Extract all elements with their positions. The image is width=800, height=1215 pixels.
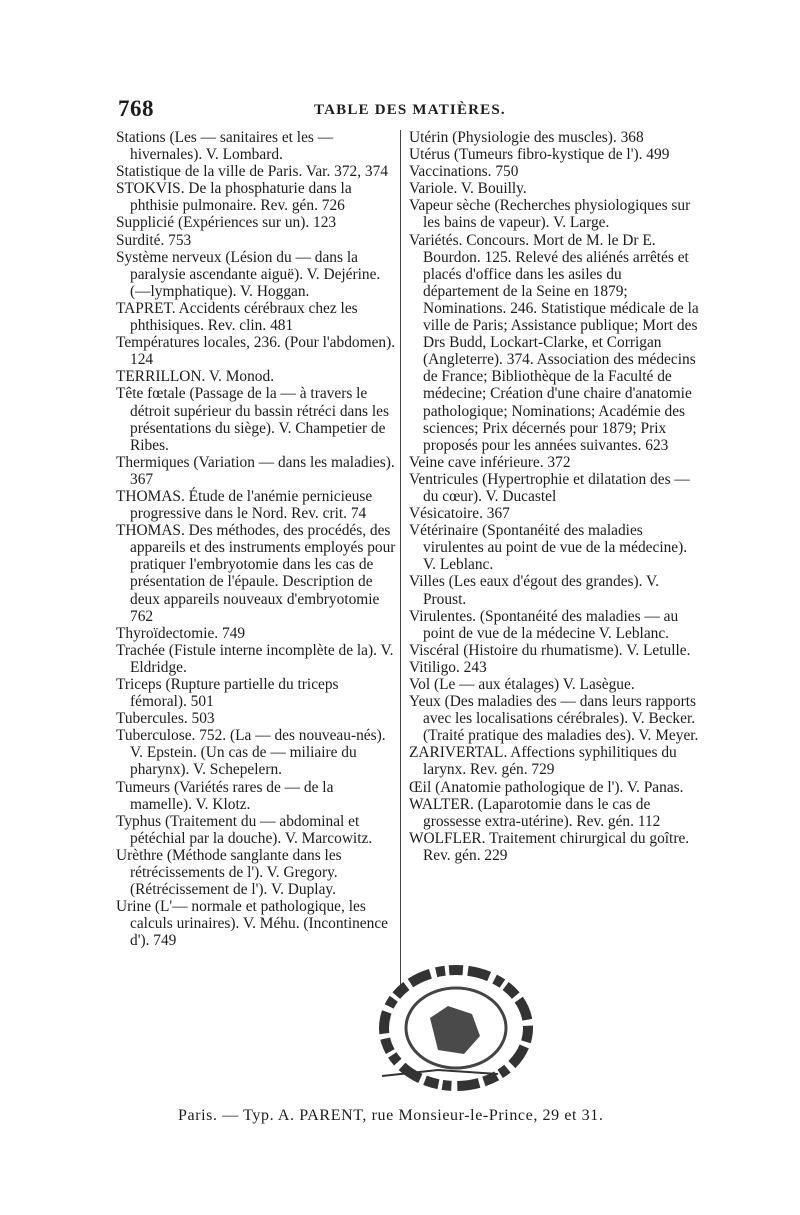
- index-entry: Système nerveux (Lésion du — dans la paralysie ascendante aiguë). V. Dejérine. (—lymphatique). V. Hoggan.: [116, 248, 385, 300]
- index-entry: Vaccinations. 750: [409, 163, 519, 181]
- page-header: [118, 96, 698, 128]
- index-entry: Variole. V. Bouilly.: [409, 180, 527, 198]
- printer-imprint: Paris. — Typ. A. PARENT, rue Monsieur-le-Prince, 29 et 31.: [178, 1107, 604, 1124]
- index-entry: Stations (Les — sanitaires et les — hivernales). V. Lombard.: [116, 129, 337, 164]
- index-entry: Viscéral (Histoire du rhumatisme). V. Letulle.: [409, 641, 691, 659]
- index-entry: TERRILLON. V. Monod.: [116, 368, 275, 386]
- index-entry: Vésicatoire. 367: [409, 505, 510, 523]
- index-entry: Yeux (Des maladies des — dans leurs rapports avec les localisations cérébrales). V. Becker. (Traité pratique des maladies des). V. Meyer.: [409, 693, 700, 745]
- library-stamp: [368, 958, 538, 1098]
- index-entry: Typhus (Traitement du — abdominal et pétéchial par la douche). V. Marcowitz.: [116, 812, 373, 847]
- index-entry: Variétés. Concours. Mort de M. le Dr E. Bourdon. 125. Relevé des aliénés arrêtés et placés d'office dans les asiles du département de la Seine en 1879; Nominations. 246. Statistique médicale de la ville de Paris; Assistance publique; Mort des Drs Budd, Lockart-Clarke, et Corrigan (Angleterre). 374. Association des médecins de France; Bibliothèque de la Faculté de médecine; Création d'une chaire d'anatomie pathologique; Nominations; Académie des sciences; Prix décernés pour 1879; Prix proposés pour les années suivantes. 623: [409, 231, 703, 454]
- index-entry: Tête fœtale (Passage de la — à travers le détroit supérieur du bassin rétréci dans les présentations du siège). V. Champetier de Ribes.: [116, 385, 393, 454]
- index-column-right: [409, 129, 703, 864]
- index-column-left: [116, 129, 398, 950]
- index-entry: WALTER. (Laparotomie dans le cas de grossesse extra-utérine). Rev. gén. 112: [409, 795, 661, 830]
- column-divider: [400, 130, 401, 990]
- index-entry: Thermiques (Variation — dans les maladies). 367: [116, 453, 399, 488]
- index-entry: Vapeur sèche (Recherches physiologiques sur les bains de vapeur). V. Large.: [409, 197, 695, 232]
- index-entry: Tumeurs (Variétés rares de — de la mamelle). V. Klotz.: [116, 778, 338, 813]
- index-entry: Vétérinaire (Spontanéité des maladies virulentes au point de vue de la médecine). V. Leblanc.: [409, 522, 691, 574]
- index-entry: ZARIVERTAL. Affections syphilitiques du larynx. Rev. gén. 729: [409, 744, 681, 779]
- index-entry: Tubercules. 503: [116, 710, 215, 728]
- index-entry: Veine cave inférieure. 372: [409, 453, 571, 471]
- index-entry: Supplicié (Expériences sur un). 123: [116, 214, 337, 232]
- index-entry: Thyroïdectomie. 749: [116, 624, 246, 642]
- index-entry: Urèthre (Méthode sanglante dans les rétrécissements de l'). V. Gregory. (Rétrécissement de l'). V. Duplay.: [116, 846, 346, 899]
- index-entry: THOMAS. Des méthodes, des procédés, des appareils et des instruments employés pour pratiquer l'embryotomie dans les cas de présentation de l'épaule. Description de deux appareils nouveaux d'embryotomie 762: [116, 522, 400, 625]
- index-entry: STOKVIS. De la phosphaturie dans la phthisie pulmonaire. Rev. gén. 726: [116, 180, 356, 215]
- index-entry: Virulentes. (Spontanéité des maladies — au point de vue de la médecine V. Leblanc.: [409, 607, 683, 642]
- page-number: 768: [118, 96, 154, 121]
- index-entry: Urine (L'— normale et pathologique, les calculs urinaires). V. Méhu. (Incontinence d'). 749: [116, 898, 392, 950]
- index-entry: Vitiligo. 243: [409, 658, 487, 676]
- index-entry: Triceps (Rupture partielle du triceps fémoral). 501: [116, 676, 343, 711]
- index-entry: THOMAS. Étude de l'anémie pernicieuse progressive dans le Nord. Rev. crit. 74: [116, 487, 377, 523]
- index-entry: Surdité. 753: [116, 231, 192, 249]
- index-entry: Utérus (Tumeurs fibro-kystique de l'). 499: [409, 146, 670, 164]
- index-entry: Utérin (Physiologie des muscles). 368: [409, 129, 644, 146]
- index-entry: WOLFLER. Traitement chirurgical du goître. Rev. gén. 229: [409, 829, 693, 864]
- index-entry: Villes (Les eaux d'égout des grandes). V. Proust.: [409, 573, 663, 608]
- index-entry: Ventricules (Hypertrophie et dilatation des — du cœur). V. Ducastel: [409, 470, 694, 505]
- index-entry: Statistique de la ville de Paris. Var. 372, 374: [116, 163, 389, 181]
- index-entry: Tuberculose. 752. (La — des nouveau-nés). V. Epstein. (Un cas de — miliaire du pharynx). V. Schepelern.: [116, 727, 390, 779]
- index-entry: Trachée (Fistule interne incomplète de la). V. Eldridge.: [116, 641, 398, 676]
- index-entry: Vol (Le — aux étalages) V. Lasègue.: [409, 676, 635, 693]
- index-entry: TAPRET. Accidents cérébraux chez les phthisiques. Rev. clin. 481: [116, 299, 362, 335]
- running-title: TABLE DES MATIÈRES.: [314, 102, 506, 118]
- index-entry: Températures locales, 236. (Pour l'abdomen). 124: [116, 334, 399, 369]
- index-entry: Œil (Anatomie pathologique de l'). V. Panas.: [409, 778, 684, 796]
